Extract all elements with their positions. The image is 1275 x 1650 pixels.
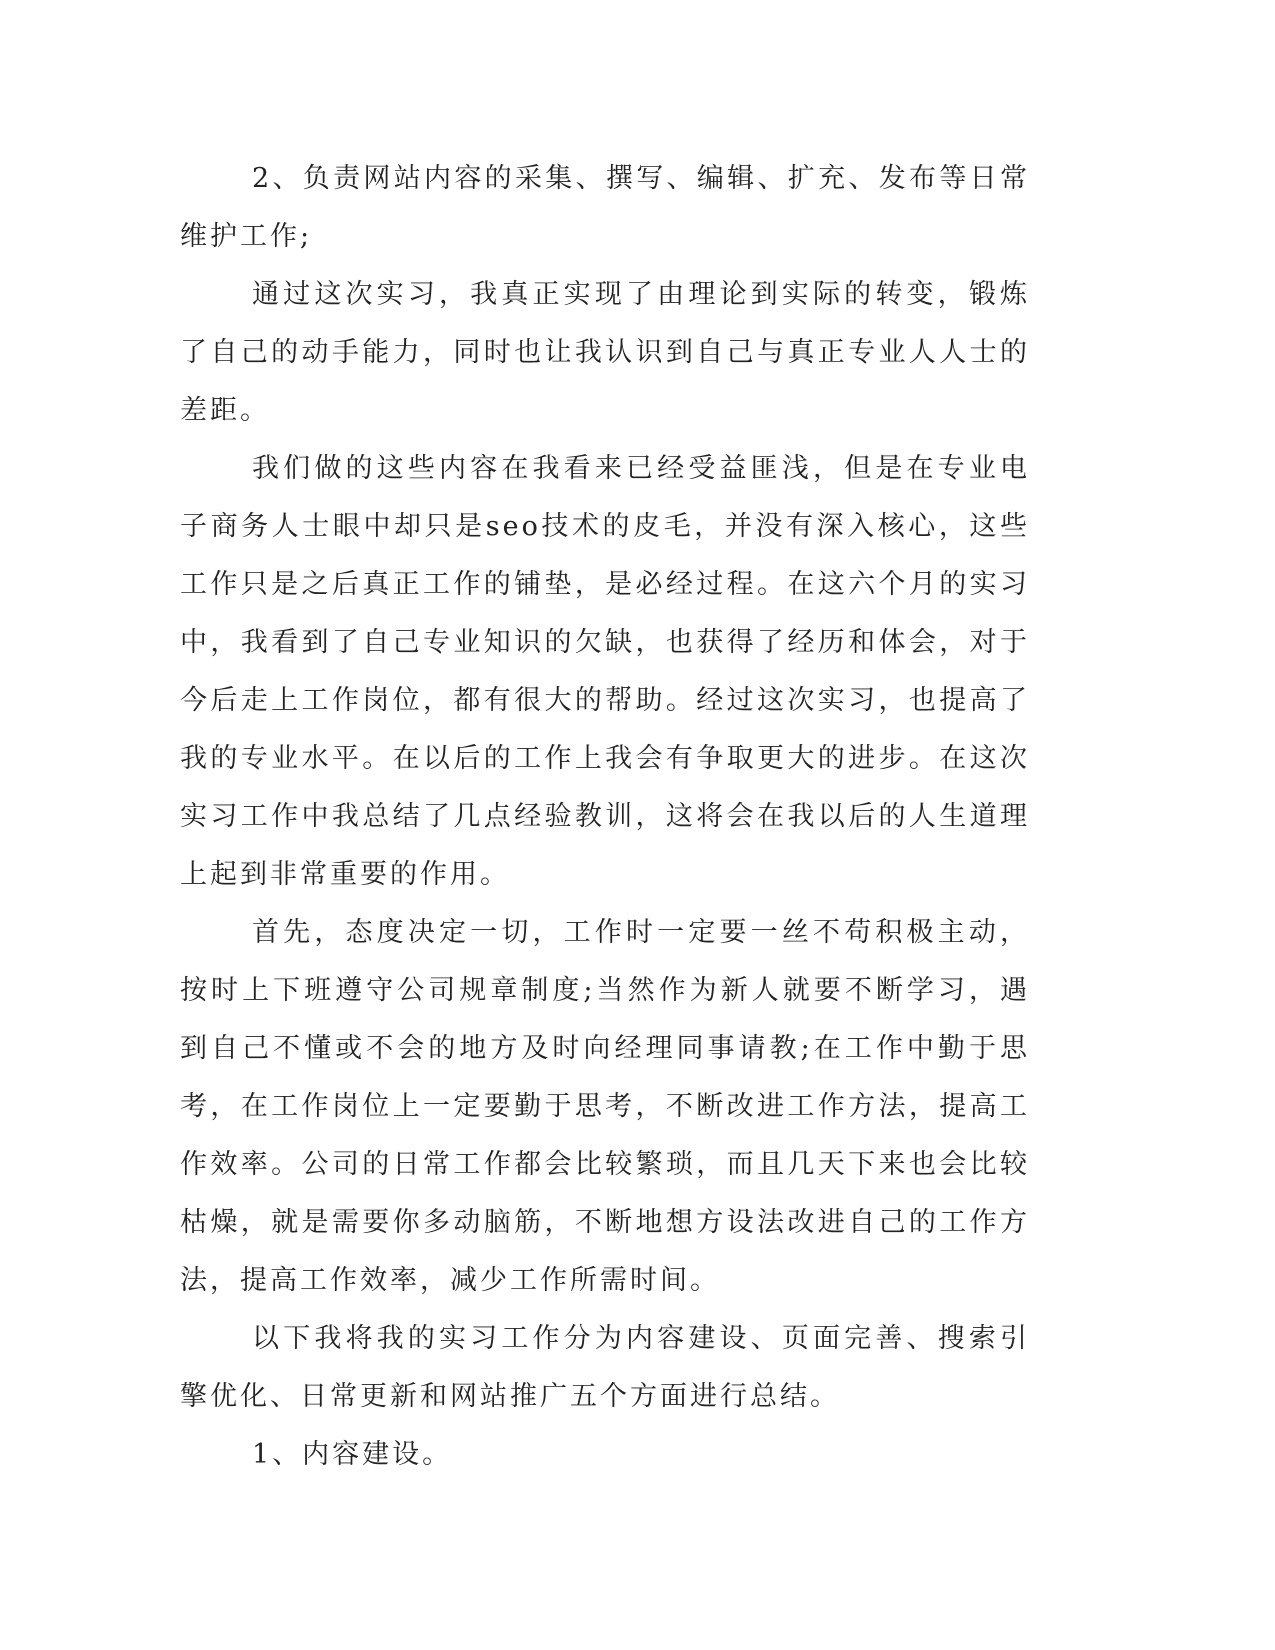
paragraph-summary-outline: 以下我将我的实习工作分为内容建设、页面完善、搜索引擎优化、日常更新和网站推广五个方面进行总结。 — [180, 1323, 1030, 1412]
paragraph-attitude: 首先，态度决定一切，工作时一定要一丝不苟积极主动，按时上下班遵守公司规章制度;当然作为新人就要不断学习，遇到自己不懂或不会的地方及时向经理同事请教;在工作中勤于思考，在工作岗位上一定要勤于思考，不断改进工作方法，提高工作效率。公司的日常工作都会比较繁琐，而且几天下来也会比较枯燥，就是需要你多动脑筋，不断地想方设法改进自己的工作方法，提高工作效率，减少工作所需时间。 — [180, 917, 1030, 1296]
paragraph-internship-transition: 通过这次实习，我真正实现了由理论到实际的转变，锻炼了自己的动手能力，同时也让我认识到自己与真正专业人人士的差距。 — [180, 279, 1030, 426]
paragraph-content-building-heading: 1、内容建设。 — [252, 1439, 453, 1470]
paragraph-internship-gains: 我们做的这些内容在我看来已经受益匪浅，但是在专业电子商务人士眼中却只是seo技术的皮毛，并没有深入核心，这些工作只是之后真正工作的铺垫，是必经过程。在这六个月的实习中，我看到了自己专业知识的欠缺，也获得了经历和体会，对于今后走上工作岗位，都有很大的帮助。经过这次实习，也提高了我的专业水平。在以后的工作上我会有争取更大的进步。在这次实习工作中我总结了几点经验教训，这将会在我以后的人生道理上起到非常重要的作用。 — [180, 453, 1030, 890]
paragraph-duty-2: 2、负责网站内容的采集、撰写、编辑、扩充、发布等日常维护工作; — [180, 163, 1030, 252]
document-body — [180, 150, 1030, 1484]
